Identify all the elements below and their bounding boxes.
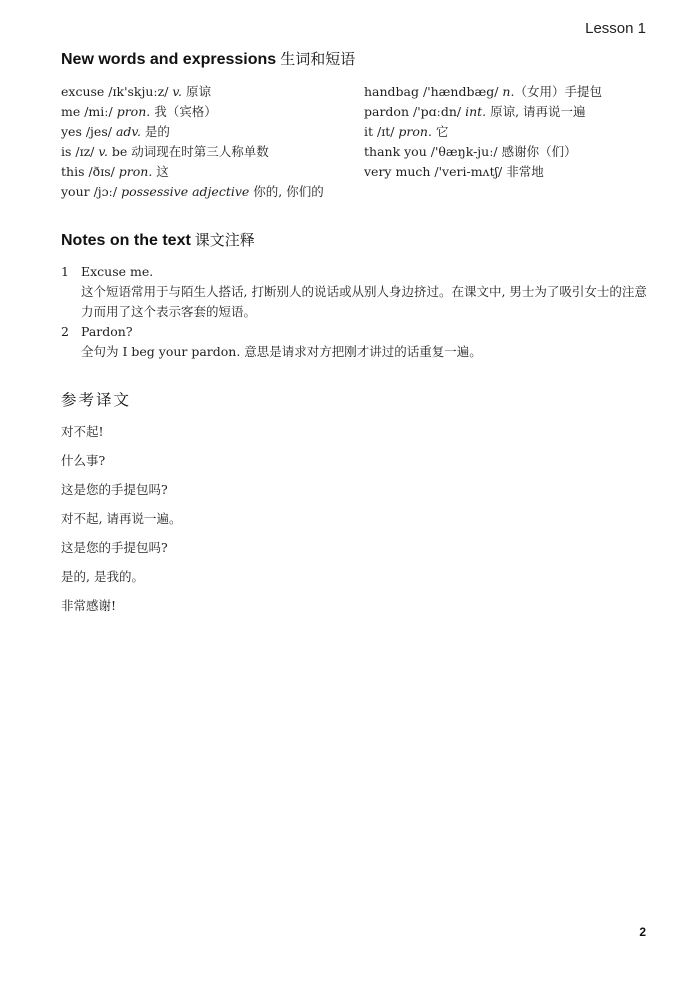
vocab-list-right (364, 82, 664, 182)
vocab-pos: pron. (118, 164, 153, 179)
vocab-word: is /ɪz/ (61, 144, 99, 159)
vocab-meaning: 原谅 (181, 84, 211, 99)
vocab-list-left (61, 82, 361, 202)
vocab-item (61, 82, 361, 102)
note-explanation: 全句为 I beg your pardon. 意思是请求对方把刚才讲过的话重复一遍。 (81, 344, 482, 359)
vocab-word: very much /'veri-mʌtʃ/ (364, 164, 507, 179)
vocab-meaning: （女用）手提包 (514, 84, 602, 99)
vocab-word: pardon /'pɑːdn/ (364, 104, 466, 119)
translation-line: 非常感谢! (61, 598, 117, 613)
translation-heading: 参考译文 (61, 391, 132, 409)
vocab-item (364, 122, 664, 142)
vocab-item (61, 162, 361, 182)
translation-line: 是的, 是我的。 (61, 569, 144, 584)
vocab-pos: n. (502, 84, 515, 99)
vocab-pos: pron. (398, 124, 432, 139)
vocab-pos: adv. (115, 124, 141, 139)
vocab-heading (61, 48, 355, 69)
vocab-word: me /miː/ (61, 104, 117, 119)
notes-heading-en: Notes on the text (61, 232, 191, 249)
vocab-pos: v. (98, 144, 108, 159)
vocab-item (364, 142, 664, 162)
vocab-meaning: 感谢你（们） (501, 144, 577, 159)
vocab-word: excuse /ɪk'skjuːz/ (61, 84, 173, 99)
note-number: 1 (61, 264, 69, 279)
translation-line: 这是您的手提包吗? (61, 482, 168, 497)
vocab-meaning: 是的 (140, 124, 170, 139)
notes-heading (61, 229, 255, 250)
vocab-item (61, 142, 361, 162)
vocab-meaning: 它 (431, 124, 449, 139)
vocab-heading-zh: 生词和短语 (280, 50, 356, 68)
vocab-item (61, 102, 361, 122)
translation-line: 对不起! (61, 424, 104, 439)
note-explanation: 这个短语常用于与陌生人搭话, 打断别人的说话或从别人身边挤过。在课文中, 男士为了吸引女士的注意力而用了这个表示客套的短语。 (81, 284, 647, 319)
lesson-label: Lesson 1 (585, 20, 646, 37)
vocab-word: yes /jes/ (61, 124, 116, 139)
vocab-word: handbag /'hændbæg/ (364, 84, 503, 99)
vocab-pos: v. (172, 84, 182, 99)
vocab-meaning: 我（宾格） (150, 104, 217, 119)
vocab-pos: pron. (116, 104, 151, 119)
vocab-word: your /jɔː/ (61, 184, 122, 199)
vocab-word: thank you /'θæŋk-juː/ (364, 144, 502, 159)
vocab-pos: int. (465, 104, 487, 119)
vocab-meaning: 这 (152, 164, 169, 179)
vocab-item (364, 162, 664, 182)
vocab-meaning: 原谅, 请再说一遍 (486, 104, 586, 119)
vocab-word: this /ðɪs/ (61, 164, 119, 179)
translation-list (61, 422, 181, 625)
note-item (61, 262, 651, 322)
notes-list (61, 262, 651, 362)
vocab-item (364, 82, 664, 102)
note-phrase: Pardon? (81, 324, 133, 339)
page-number: 2 (639, 925, 646, 939)
translation-line: 对不起, 请再说一遍。 (61, 511, 182, 526)
vocab-heading-en: New words and expressions (61, 51, 277, 68)
note-item (61, 322, 651, 362)
vocab-item (61, 122, 361, 142)
note-phrase: Excuse me. (81, 264, 154, 279)
vocab-meaning: 非常地 (506, 164, 544, 179)
translation-line: 什么事? (61, 453, 106, 468)
note-number: 2 (61, 324, 69, 339)
vocab-meaning: 你的, 你们的 (249, 184, 324, 199)
vocab-item (61, 182, 361, 202)
vocab-meaning: be 动词现在时第三人称单数 (107, 144, 269, 159)
vocab-pos: possessive adjective (121, 184, 250, 199)
notes-heading-zh: 课文注释 (194, 231, 255, 249)
vocab-item (364, 102, 664, 122)
vocab-word: it /ɪt/ (364, 124, 399, 139)
translation-line: 这是您的手提包吗? (61, 540, 168, 555)
